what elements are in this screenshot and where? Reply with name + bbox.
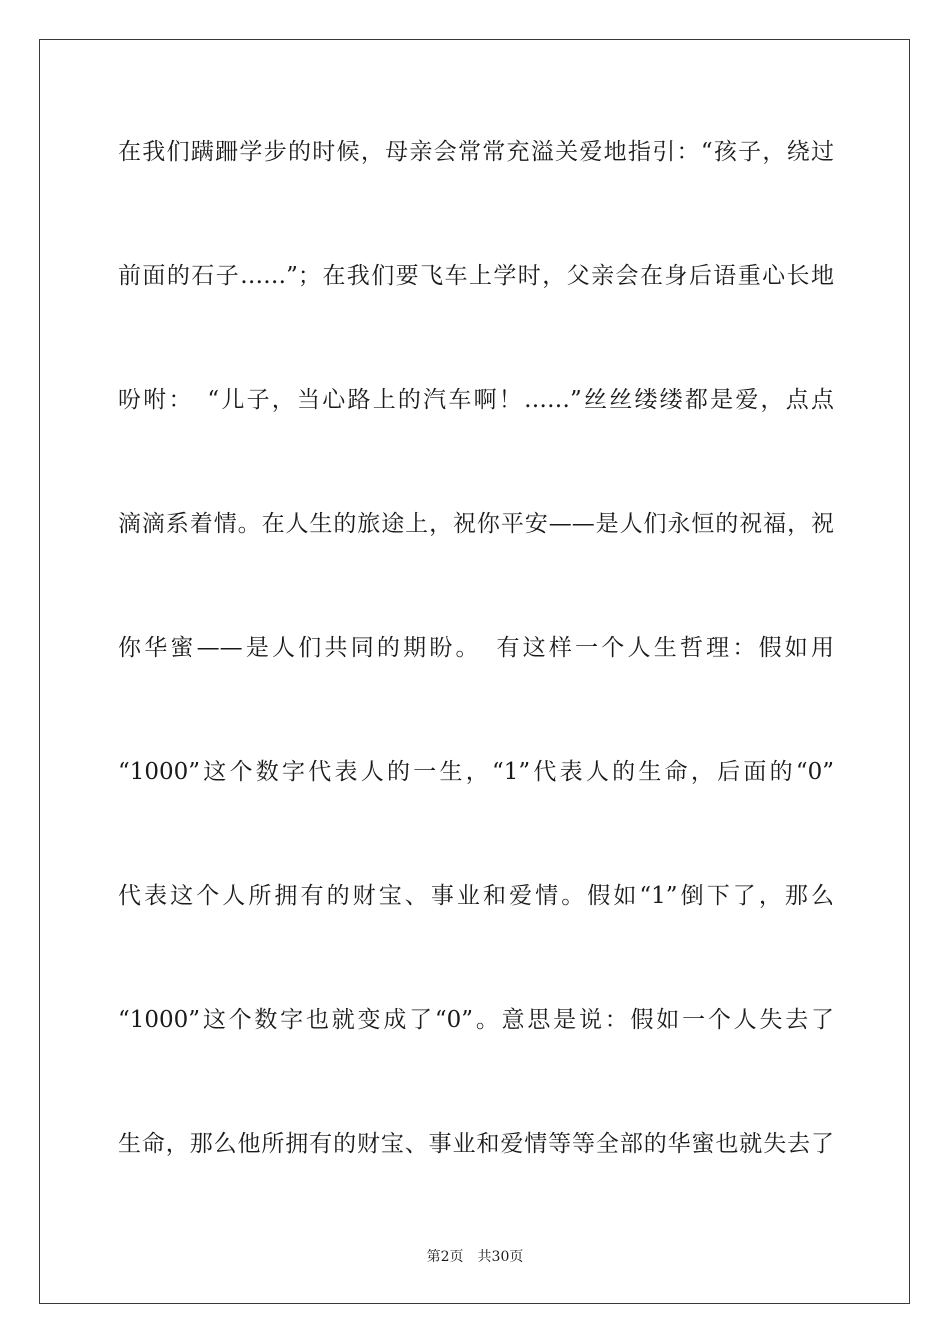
page-footer [0, 1248, 950, 1266]
paragraph-line: 前面的石子……”；在我们要飞车上学时，父亲会在身后语重心长地 [118, 263, 834, 289]
page-number: 第2页 [426, 1249, 464, 1265]
page-total: 共30页 [477, 1249, 524, 1265]
paragraph-line: 你华蜜——是人们共同的期盼。 有这样一个人生哲理：假如用 [118, 635, 834, 661]
paragraph-line: 代表这个人所拥有的财宝、事业和爱情。假如“1”倒下了，那么 [118, 883, 834, 909]
paragraph-line: 在我们蹒跚学步的时候，母亲会常常充溢关爱地指引：“孩子，绕过 [118, 139, 834, 165]
paragraph-line: 吩咐： “儿子，当心路上的汽车啊！……”丝丝缕缕都是爱，点点 [118, 387, 834, 413]
paragraph-line: 生命，那么他所拥有的财宝、事业和爱情等等全部的华蜜也就失去了 [118, 1131, 834, 1157]
paragraph-line: “1000”这个数字代表人的一生，“1”代表人的生命，后面的“0” [118, 759, 834, 785]
paragraph-line: 滴滴系着情。在人生的旅途上，祝你平安——是人们永恒的祝福，祝 [118, 511, 834, 537]
page-border [39, 39, 910, 1304]
paragraph-line: “1000”这个数字也就变成了“0”。意思是说：假如一个人失去了 [118, 1007, 834, 1033]
